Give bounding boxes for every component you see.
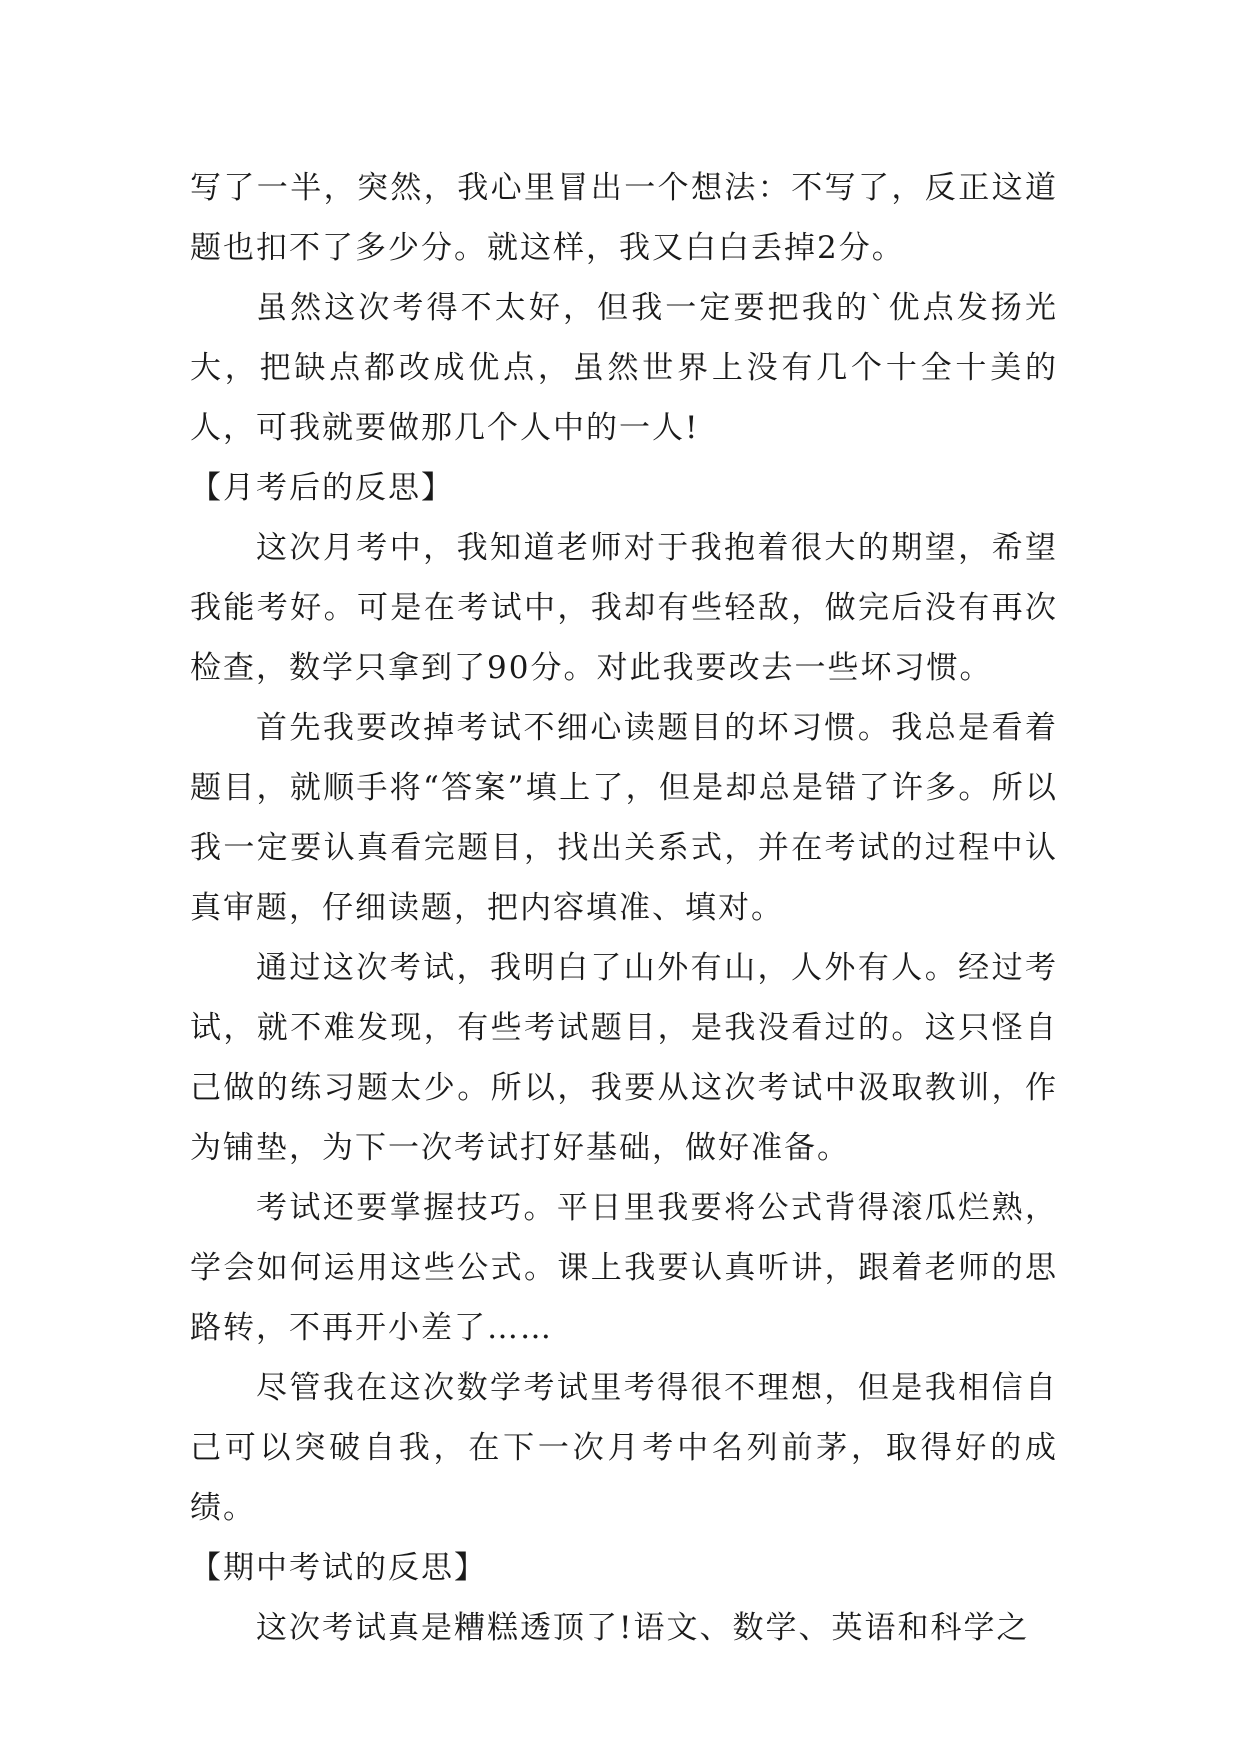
document-body (190, 158, 1058, 1658)
paragraph-confidence: 尽管我在这次数学考试里考得很不理想，但是我相信自己可以突破自我，在下一次月考中名列前茅，取得好的成绩。 (190, 1370, 1058, 1526)
paragraph-monthly-intro: 这次月考中，我知道老师对于我抱着很大的期望，希望我能考好。可是在考试中，我却有些轻敌，做完后没有再次检查，数学只拿到了90分。对此我要改去一些坏习惯。 (190, 530, 1058, 686)
paragraph-lesson-learned: 通过这次考试，我明白了山外有山，人外有人。经过考试，就不难发现，有些考试题目，是我没看过的。这只怪自己做的练习题太少。所以，我要从这次考试中汲取教训，作为铺垫，为下一次考试打好基础，做好准备。 (190, 950, 1058, 1166)
section-heading-monthly-exam: 【月考后的反思】 (190, 470, 454, 506)
paragraph-continuation: 写了一半，突然，我心里冒出一个想法：不写了，反正这道题也扣不了多少分。就这样，我又白白丢掉2分。 (190, 170, 1058, 266)
section-heading-midterm-exam: 【期中考试的反思】 (190, 1550, 487, 1586)
paragraph-careful-reading: 首先我要改掉考试不细心读题目的坏习惯。我总是看着题目，就顺手将“答案”填上了，但是却总是错了许多。所以我一定要认真看完题目，找出关系式，并在考试的过程中认真审题，仔细读题，把内容填准、填对。 (190, 710, 1058, 926)
paragraph-midterm-intro: 这次考试真是糟糕透顶了!语文、数学、英语和科学之 (256, 1610, 1030, 1646)
paragraph-resolution: 虽然这次考得不太好，但我一定要把我的`优点发扬光大，把缺点都改成优点，虽然世界上没有几个十全十美的人，可我就要做那几个人中的一人! (190, 290, 1058, 446)
paragraph-exam-skills: 考试还要掌握技巧。平日里我要将公式背得滚瓜烂熟，学会如何运用这些公式。课上我要认真听讲，跟着老师的思路转，不再开小差了…… (190, 1190, 1058, 1346)
